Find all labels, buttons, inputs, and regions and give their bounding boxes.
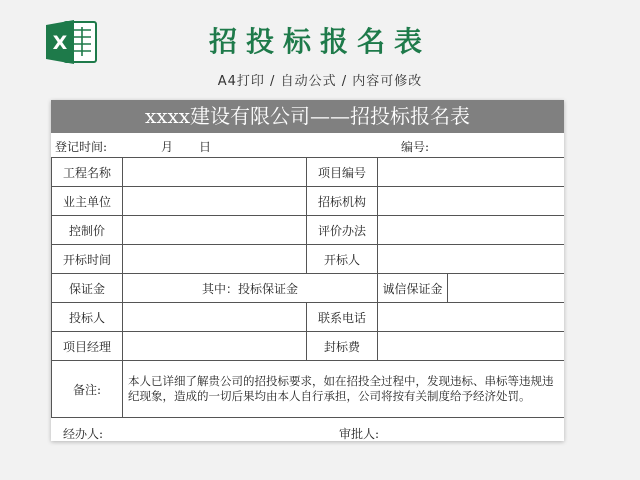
table-row [52, 245, 565, 274]
excel-logo-letter: X [52, 32, 68, 54]
register-time-label: 登记时间: [55, 140, 108, 154]
value-cell[interactable] [378, 245, 565, 274]
value-cell[interactable] [378, 303, 565, 332]
value-cell[interactable] [378, 158, 565, 187]
label-cell: 项目编号 [307, 158, 378, 187]
note-label-cell: 备注: [52, 361, 123, 418]
meta-row [51, 133, 564, 157]
value-cell[interactable] [378, 332, 565, 361]
reviewer-label: 审批人: [339, 427, 380, 441]
table-row [52, 216, 565, 245]
month-label: 月 [161, 140, 174, 154]
value-cell[interactable] [123, 245, 307, 274]
page-subtitle: A4打印 / 自动公式 / 内容可修改 [217, 74, 423, 89]
value-cell[interactable] [123, 158, 307, 187]
day-label: 日 [199, 140, 212, 154]
table-row [52, 187, 565, 216]
table-row [52, 361, 565, 418]
label-cell: 工程名称 [52, 158, 123, 187]
footer-row [51, 423, 564, 441]
label-cell: 投标人 [52, 303, 123, 332]
value-cell[interactable] [378, 187, 565, 216]
label-cell: 开标人 [307, 245, 378, 274]
label-cell: 联系电话 [307, 303, 378, 332]
label-cell: 招标机构 [307, 187, 378, 216]
note-text-cell: 本人已详细了解贵公司的招投标要求，如在招投全过程中，发现违标、串标等违规违纪现象，造成的一切后果均由本人自行承担，公司将按有关制度给予经济处罚。 [123, 361, 565, 418]
value-cell[interactable] [123, 303, 307, 332]
value-cell[interactable] [123, 332, 307, 361]
label-cell: 诚信保证金 [378, 274, 448, 303]
value-cell[interactable] [448, 274, 565, 303]
table-row [52, 303, 565, 332]
value-cell[interactable] [378, 216, 565, 245]
label-cell: 评价办法 [307, 216, 378, 245]
deposit-label-cell: 其中：投标保证金 [123, 274, 378, 303]
form-sheet [51, 100, 564, 441]
label-cell: 保证金 [52, 274, 123, 303]
form-header: xxxx建设有限公司——招投标报名表 [51, 100, 564, 133]
label-cell: 项目经理 [52, 332, 123, 361]
registration-table [51, 157, 564, 418]
handler-label: 经办人: [63, 427, 104, 441]
table-row [52, 158, 565, 187]
label-cell: 业主单位 [52, 187, 123, 216]
value-cell[interactable] [123, 216, 307, 245]
value-cell[interactable] [123, 187, 307, 216]
label-cell: 开标时间 [52, 245, 123, 274]
table-row [52, 274, 565, 303]
number-label: 编号: [401, 140, 430, 154]
page-title: 招投标报名表 [208, 25, 431, 58]
label-cell: 控制价 [52, 216, 123, 245]
label-cell: 封标费 [307, 332, 378, 361]
table-row [52, 332, 565, 361]
